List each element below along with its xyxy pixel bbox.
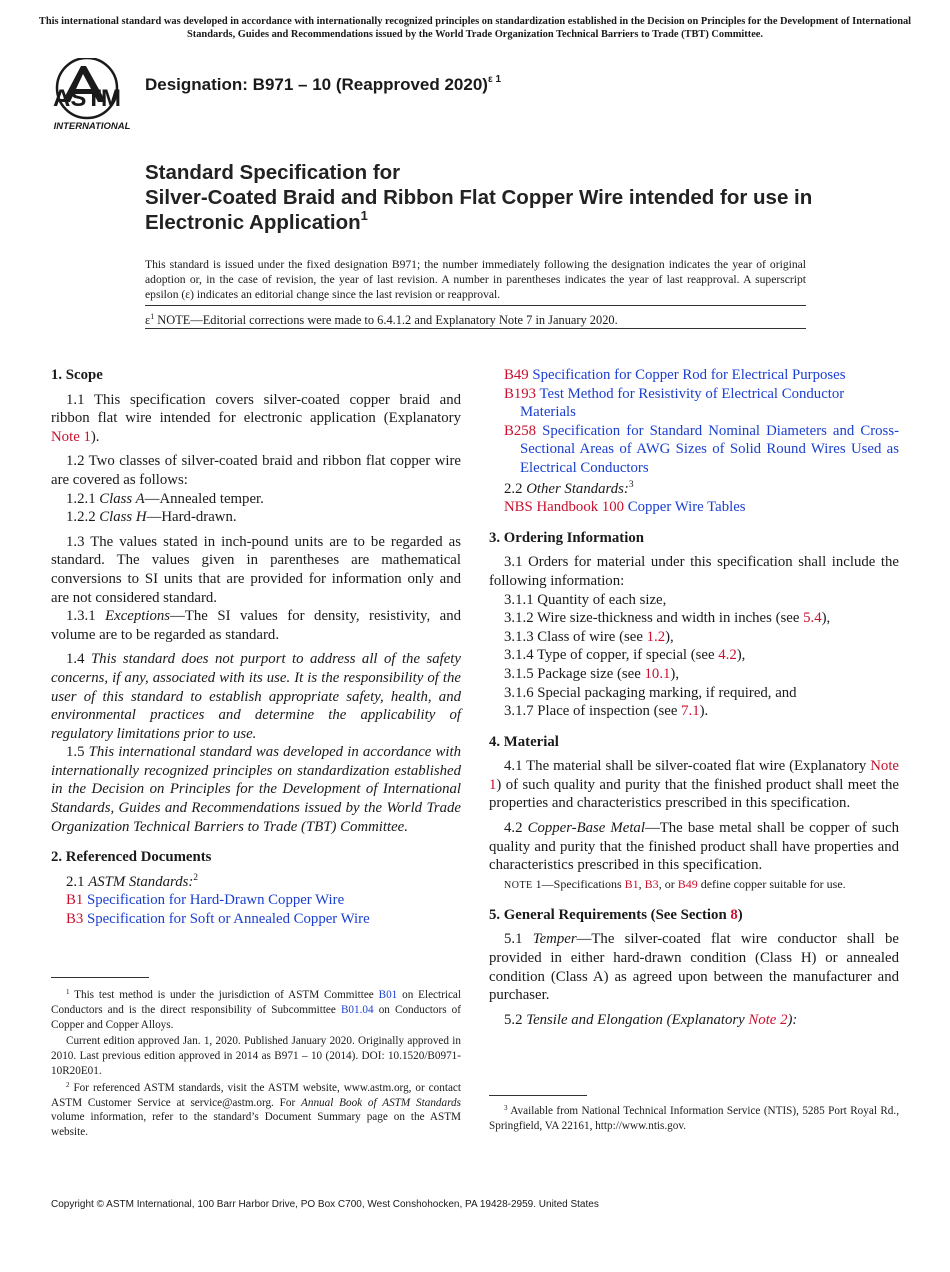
para-1-3: 1.3 The values stated in inch-pound units are to be regarded as standard. The values given in parentheses are mathematical conversions to SI units that are provided for information only and are not considered standard.: [51, 533, 461, 606]
para-2-1: 2.1 ASTM Standards:$^2$: [66, 872, 199, 890]
footnote-1: $^1$ This test method is under the jurisdiction of ASTM Committee B01 on Electrical Conductors and is the direct responsibility of Subcommittee B01.04 on Conductors of Copper and Copper Alloys.: [51, 988, 462, 1031]
para-1-3-1: 1.3.1 Exceptions—The SI values for density, resistivity, and volume are to be regarded as standard.: [51, 608, 462, 643]
link-b01[interactable]: B01: [378, 989, 398, 1001]
rule-bottom: [145, 328, 806, 329]
para-4-1: 4.1 The material shall be silver-coated flat wire (Explanatory Note 1) of such quality and purity that the finished product shall meet the properties and characteristics prescribed in this specification.: [489, 758, 899, 812]
note-link-b3[interactable]: B3: [644, 876, 659, 891]
item-3-1-5: 3.1.5 Package size (see 10.1),: [504, 665, 680, 682]
document-title: [145, 160, 825, 235]
note-link-b49[interactable]: B49: [677, 876, 698, 891]
footnotes-left: [51, 988, 461, 1140]
editorial-note: [145, 312, 618, 328]
para-5-2: 5.2 Tensile and Elongation (Explanatory Note 2):: [504, 1011, 798, 1028]
para-1-2: 1.2 Two classes of silver-coated braid and ribbon flat copper wire are covered as follows:: [51, 453, 461, 488]
section-4-heading: 4. Material: [489, 733, 559, 750]
para-1-1: 1.1 This specification covers silver-coated copper braid and ribbon flat wire intended for electronic application (Explanatory Note 1).: [51, 391, 461, 445]
editorial-note-text: NOTE—Editorial corrections were made to 6.4.1.2 and Explanatory Note 7 in January 2020.: [154, 313, 618, 327]
section-2-heading: 2. Referenced Documents: [51, 849, 212, 866]
footnote-rule-right: [489, 1095, 587, 1096]
note-1-link[interactable]: Note 1: [51, 428, 91, 445]
note-1: NOTE 1—Specifications B1, B3, or B49 define copper suitable for use.: [504, 876, 846, 891]
note-1-link-2[interactable]: Note 1: [489, 758, 899, 793]
footnote-3: $^3$ Available from National Technical Information Service (NTIS), 5285 Port Royal Rd., Springfield, VA 22161, http://www.ntis.gov.: [489, 1104, 899, 1132]
designation-epsilon: ε 1: [487, 74, 502, 85]
para-2-2: 2.2 Other Standards:$^3$: [504, 479, 634, 497]
designation-text: Designation: B971 – 10 (Reapproved 2020): [145, 75, 488, 94]
note-link-b1[interactable]: B1: [624, 876, 639, 891]
footnote-rule-left: [51, 977, 149, 978]
logo-label: INTERNATIONAL: [53, 121, 131, 132]
item-3-1-2: 3.1.2 Wire size-thickness and width in inches (see 5.4),: [504, 610, 831, 627]
section-3-heading: 3. Ordering Information: [489, 529, 644, 546]
epsilon-symbol: ε: [145, 313, 151, 327]
item-3-1-7: 3.1.7 Place of inspection (see 7.1).: [504, 703, 709, 720]
designation: [145, 74, 501, 95]
right-column: [489, 366, 899, 1029]
item-3-1-4: 3.1.4 Type of copper, if special (see 4.2),: [504, 647, 746, 664]
ref-b258[interactable]: B258 Specification for Standard Nominal Diameters and Cross-Sectional Areas of AWG Sizes of Solid Round Wires Used as Electrical Conductors: [504, 422, 899, 476]
para-3-1: 3.1 Orders for material under this specification shall include the following information:: [489, 554, 899, 589]
ref-b1[interactable]: B1 Specification for Hard-Drawn Copper Wire: [66, 892, 345, 909]
title-line-2: Silver-Coated Braid and Ribbon Flat Copper Wire intended for use in Electronic Application: [145, 186, 813, 234]
para-5-1: 5.1 Temper—The silver-coated flat wire conductor shall be provided in either hard-drawn condition (Class H) or annealed condition (Class A) as agreed upon between the manufacturer and purchaser.: [489, 931, 899, 1004]
logo-letters: ASTM: [53, 85, 121, 112]
para-1-2-1: 1.2.1 Class A—Annealed temper.: [66, 490, 264, 507]
tbt-top-note: This international standard was developed in accordance with internationally recognized principles on standardization established in the Decision on Principles for the Development of International Standards, Guides and Recommendations issued by the World Trade Organization Technical Barriers to Trade (TBT) Committee.: [38, 16, 912, 40]
ref-b193[interactable]: B193 Test Method for Resistivity of Electrical Conductor Materials: [504, 385, 845, 421]
section-5-heading: 5. General Requirements (See Section 8): [489, 906, 743, 923]
link-7-1[interactable]: 7.1: [681, 703, 700, 720]
footnote-1-edition: Current edition approved Jan. 1, 2020. Published January 2020. Originally approved in 2010. Last previous edition approved in 2014 as B971 – 10 (2014). DOI: 10.1520/B0971-10R20E01.: [51, 1035, 461, 1077]
item-3-1-1: 3.1.1 Quantity of each size,: [504, 591, 667, 608]
footnote-2: $^2$ For referenced ASTM standards, visit the ASTM website, www.astm.org, or contact ASTM Customer Service at service@astm.org. For Annual Book of ASTM Standards volume information, refer to the standard’s Document Summary page on the ASTM website.: [51, 1080, 461, 1139]
link-10-1[interactable]: 10.1: [644, 665, 671, 682]
link-5-4[interactable]: 5.4: [803, 610, 822, 627]
rule-top: [145, 305, 806, 306]
link-4-2[interactable]: 4.2: [718, 647, 737, 664]
astm-logo: [50, 58, 138, 132]
intro-paragraph: This standard is issued under the fixed designation B971; the number immediately following the designation indicates the year of original adoption or, in the case of revision, the year of last revision. A number in parentheses indicates the year of last reapproval. A superscript epsilon (ε) indicates an editorial change since the last revision or reapproval.: [145, 258, 806, 301]
item-3-1-3: 3.1.3 Class of wire (see 1.2),: [504, 628, 674, 645]
ref-b49[interactable]: B49 Specification for Copper Rod for Electrical Purposes: [504, 367, 846, 383]
item-3-1-6: 3.1.6 Special packaging marking, if required, and: [504, 684, 797, 701]
ref-nbs-handbook[interactable]: NBS Handbook 100 Copper Wire Tables: [504, 499, 746, 516]
astm-logo-graphic: [50, 58, 138, 132]
ref-b3[interactable]: B3 Specification for Soft or Annealed Copper Wire: [66, 911, 370, 928]
link-b01-04[interactable]: B01.04: [340, 1003, 374, 1016]
footnotes-right: [489, 1104, 899, 1134]
link-1-2[interactable]: 1.2: [646, 628, 666, 645]
left-column: [51, 366, 461, 929]
para-4-2: 4.2 Copper-Base Metal—The base metal shall be copper of such quality and purity that the finished product shall have properties and characteristics prescribed in this specification.: [489, 820, 900, 874]
link-section-8[interactable]: 8: [730, 906, 738, 923]
copyright-footer: Copyright © ASTM International, 100 Barr Harbor Drive, PO Box C700, West Conshohocken, PA 19428-2959. United States: [51, 1199, 599, 1210]
epsilon-sup: 1: [150, 312, 155, 321]
title-footnote-mark: 1: [360, 208, 368, 223]
para-1-2-2: 1.2.2 Class H—Hard-drawn.: [66, 509, 237, 526]
note-2-link[interactable]: Note 2: [748, 1011, 788, 1028]
para-1-5: 1.5 This international standard was developed in accordance with internationally recognized principles on standardization established in the Decision on Principles for the Development of International Standards, Guides and Recommendations issued by the World Trade Organization Technical Barriers to Trade (TBT) Committee.: [51, 744, 461, 835]
title-line-1: Standard Specification for: [145, 161, 401, 184]
section-1-heading: 1. Scope: [51, 367, 103, 383]
para-1-4: 1.4 This standard does not purport to address all of the safety concerns, if any, associated with its use. It is the responsibility of the user of this standard to establish appropriate safety, health, and environmental practices and determine the applicability of regulatory limitations prior to use.: [51, 651, 461, 742]
